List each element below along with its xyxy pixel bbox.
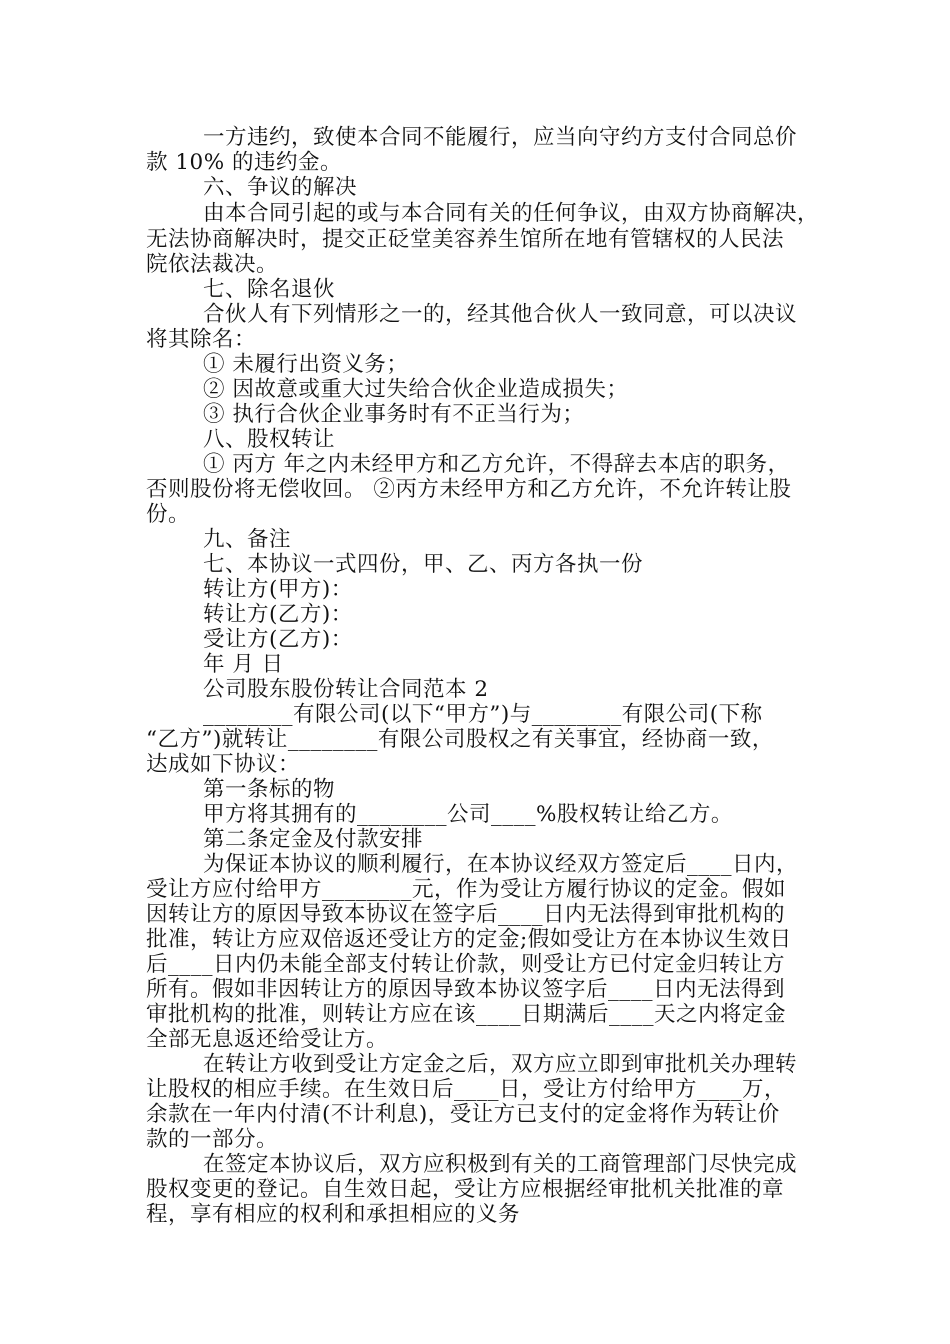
section-heading: 九、备注 <box>203 527 292 552</box>
text-line: 余款在一年内付清(不计利息)，受让方已支付的定金将作为转让价 <box>146 1102 780 1127</box>
text-line: 合伙人有下列情形之一的，经其他合伙人一致同意，可以决议 <box>203 302 798 327</box>
text-line: “乙方”)就转让________有限公司股权之有关事宜，经协商一致， <box>146 727 774 752</box>
section-heading: 第一条标的物 <box>203 777 336 802</box>
text-line: 受让方应付给甲方________元，作为受让方履行协议的定金。假如 <box>146 877 787 902</box>
list-item: ② 因故意或重大过失给合伙企业造成损失； <box>203 377 629 402</box>
text-line: 否则股份将无偿收回。 ②丙方未经甲方和乙方允许，不允许转让股 <box>146 477 792 502</box>
text-line: 为保证本协议的顺利履行，在本协议经双方签定后____日内， <box>203 852 799 877</box>
list-item: ① 未履行出资义务； <box>203 352 409 377</box>
text-line: 让股权的相应手续。在生效日后____日，受让方付给甲方____万， <box>146 1077 787 1102</box>
text-line: 程，享有相应的权利和承担相应的义务 <box>146 1202 521 1227</box>
text-line: 批准，转让方应双倍返还受让方的定金;假如受让方在本协议生效日 <box>146 927 792 952</box>
text-line: 在签定本协议后，双方应积极到有关的工商管理部门尽快完成 <box>203 1152 798 1177</box>
section-heading: 八、股权转让 <box>203 427 336 452</box>
text-line: 份。 <box>146 502 191 527</box>
signature-label: 转让方(乙方)： <box>203 602 353 627</box>
text-line: 在转让方收到受让方定金之后，双方应立即到审批机关办理转 <box>203 1052 798 1077</box>
section-heading: 第二条定金及付款安排 <box>203 827 424 852</box>
text-line: 后____日内仍未能全部支付转让价款，则受让方已付定金归转让方 <box>146 952 786 977</box>
text-line: 股权变更的登记。自生效日起，受让方应根据经审批机关批准的章 <box>146 1177 785 1202</box>
text-line: 无法协商解决时，提交正砭堂美容养生馆所在地有管辖权的人民法 <box>146 227 785 252</box>
text-line: 院依法裁决。 <box>146 252 279 277</box>
text-line: 全部无息返还给受让方。 <box>146 1027 389 1052</box>
signature-label: 转让方(甲方)： <box>203 577 353 602</box>
text-line: 款的一部分。 <box>146 1127 279 1152</box>
text-line: 所有。假如非因转让方的原因导致本协议签字后____日内无法得到 <box>146 977 786 1002</box>
text-line: 甲方将其拥有的________公司____%股权转让给乙方。 <box>203 802 733 827</box>
list-item: ③ 执行合伙企业事务时有不正当行为； <box>203 402 585 427</box>
text-line: 达成如下协议： <box>146 752 301 777</box>
document-title: 公司股东股份转让合同范本 2 <box>203 677 489 702</box>
text-line: 因转让方的原因导致本协议在签字后____日内无法得到审批机构的 <box>146 902 786 927</box>
section-heading: 六、争议的解决 <box>203 175 358 200</box>
signature-label: 受让方(乙方)： <box>203 627 353 652</box>
text-line: 由本合同引起的或与本合同有关的任何争议，由双方协商解决， <box>203 201 820 226</box>
text-line: 一方违约，致使本合同不能履行，应当向守约方支付合同总价 <box>203 125 798 150</box>
text-line: ________有限公司(以下“甲方”)与________有限公司(下称 <box>203 702 763 727</box>
section-heading: 七、除名退伙 <box>203 277 336 302</box>
text-line: 七、本协议一式四份，甲、乙、丙方各执一份 <box>203 552 644 577</box>
date-line: 年 月 日 <box>203 652 284 677</box>
text-line: 款 10% 的违约金。 <box>146 150 342 175</box>
text-line: 将其除名： <box>146 327 257 352</box>
text-line: ① 丙方 年之内未经甲方和乙方允许，不得辞去本店的职务， <box>203 452 790 477</box>
text-line: 审批机构的批准，则转让方应在该____日期满后____天之内将定金 <box>146 1002 787 1027</box>
